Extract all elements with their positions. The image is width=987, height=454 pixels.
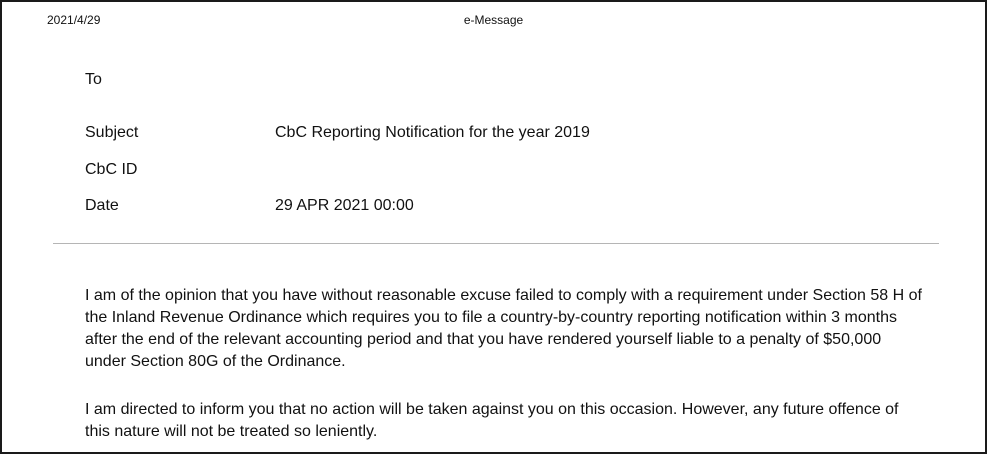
document-title: e-Message (463, 13, 524, 27)
subject-value: CbC Reporting Notification for the year 2019 (275, 124, 590, 141)
date-value: 29 APR 2021 00:00 (275, 197, 414, 214)
cbc-id-label: CbC ID (85, 161, 138, 178)
subject-label: Subject (85, 124, 139, 141)
print-date: 2021/4/29 (47, 13, 101, 27)
header-divider (53, 243, 939, 244)
body-paragraph-1: I am of the opinion that you have without reasonable excuse failed to comply with a requirement under Section 58 H of the Inland Revenue Ordinance which requires you to file a country-by-country reporting notification within 3 months after the end of the relevant accounting period and that you have rendered yourself liable to a penalty of $50,000 under Section 80G of the Ordinance. (85, 287, 922, 370)
date-label: Date (85, 197, 119, 214)
body-paragraph-2: I am directed to inform you that no action will be taken against you on this occasion. However, any future offence of this nature will not be treated so leniently. (85, 401, 899, 440)
to-label: To (85, 71, 102, 88)
